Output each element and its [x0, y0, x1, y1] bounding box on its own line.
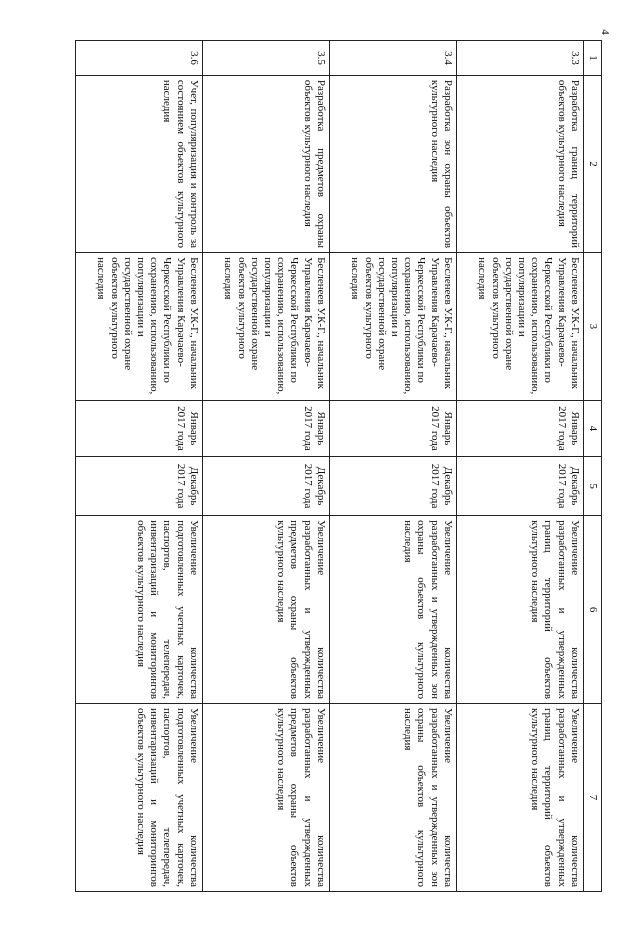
- end-date-cell: Декабрь 2017 года: [75, 457, 202, 516]
- start-date-cell: Январь 2017 года: [329, 400, 456, 456]
- indicator-cell: Увеличение количества подготовленных учетных карточек, паспортов, телепередач, инвентаризаций и мониторингов объектов культурного наследия: [75, 704, 202, 892]
- indicator-cell: Увеличение количества разработанных и утвержденных границ территорий объектов культурного наследия: [456, 704, 583, 892]
- start-date-cell: Январь 2017 года: [202, 400, 329, 456]
- table-row: [202, 41, 329, 892]
- event-cell: Разработка предметов охраны объектов культурного наследия: [202, 75, 329, 252]
- row-number: 3.3: [456, 41, 583, 76]
- table-row: [329, 41, 456, 892]
- event-cell: Учет, популяризация и контроль за состоянием объектов культурного наследия: [75, 75, 202, 252]
- header-cell: 3: [583, 253, 601, 401]
- header-cell: 5: [583, 457, 601, 516]
- indicator-cell: Увеличение количества разработанных и утвержденных зон охраны объектов культурного наследия: [329, 704, 456, 892]
- end-date-cell: Декабрь 2017 года: [456, 457, 583, 516]
- rotated-table-sheet: [0, 30, 612, 935]
- table-row: [456, 41, 583, 892]
- result-cell: Увеличение количества разработанных и утвержденных предметов охраны объектов культурного наследия: [202, 516, 329, 704]
- header-row: [583, 41, 601, 892]
- header-cell: 1: [583, 41, 601, 76]
- indicator-cell: Увеличение количества разработанных и утвержденных предметов охраны объектов культурного наследия: [202, 704, 329, 892]
- row-number: 3.4: [329, 41, 456, 76]
- header-cell: 4: [583, 400, 601, 456]
- start-date-cell: Январь 2017 года: [456, 400, 583, 456]
- row-number: 3.6: [75, 41, 202, 76]
- responsible-cell: Бесленеев У.К-Г., начальник Управления Карачаево-Черкесской Республики по сохранению, использованию, популяризации и государственной охране объектов культурного наследия: [75, 253, 202, 401]
- header-cell: 6: [583, 516, 601, 704]
- result-cell: Увеличение количества разработанных и утвержденных зон охраны объектов культурного наследия: [329, 516, 456, 704]
- event-cell: Разработка зон охраны объектов культурного наследия: [329, 75, 456, 252]
- start-date-cell: Январь 2017 года: [75, 400, 202, 456]
- result-cell: Увеличение количества подготовленных учетных карточек, паспортов, телепередач, инвентаризаций и мониторингов объектов культурного наследия: [75, 516, 202, 704]
- end-date-cell: Декабрь 2017 года: [329, 457, 456, 516]
- responsible-cell: Бесленеев У.К-Г., начальник Управления Карачаево-Черкесской Республики по сохранению, использованию, популяризации и государственной охране объектов культурного наследия: [202, 253, 329, 401]
- responsible-cell: Бесленеев У.К-Г., начальник Управления Карачаево-Черкесской Республики по сохранению, использованию, популяризации и государственной охране объектов культурного наследия: [329, 253, 456, 401]
- end-date-cell: Декабрь 2017 года: [202, 457, 329, 516]
- table-row: [75, 41, 202, 892]
- header-cell: 7: [583, 704, 601, 892]
- measures-table: [75, 40, 602, 892]
- responsible-cell: Бесленеев У.К-Г., начальник Управления Карачаево-Черкесской Республики по сохранению, использованию, популяризации и государственной охране объектов культурного наследия: [456, 253, 583, 401]
- result-cell: Увеличение количества разработанных и утвержденных границ территорий объектов культурного наследия: [456, 516, 583, 704]
- event-cell: Разработка границ территорий объектов культурного наследия: [456, 75, 583, 252]
- row-number: 3.5: [202, 41, 329, 76]
- page-number: 4: [598, 29, 611, 35]
- header-cell: 2: [583, 75, 601, 252]
